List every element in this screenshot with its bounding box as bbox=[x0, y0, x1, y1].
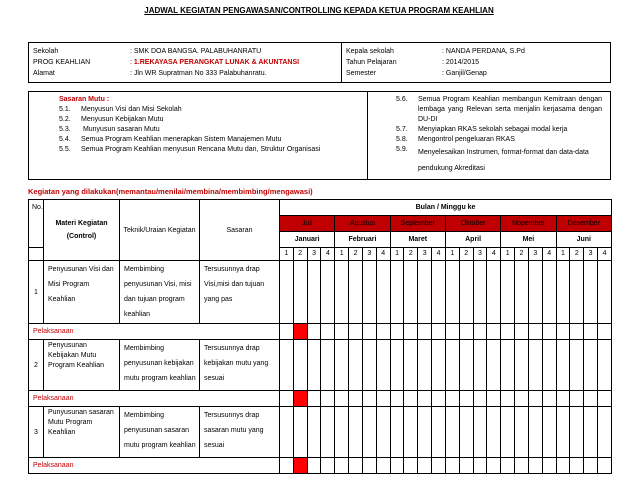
week-number: 4 bbox=[321, 248, 335, 261]
week-number: 1 bbox=[390, 248, 404, 261]
schedule-cell bbox=[418, 391, 432, 407]
schedule-cell bbox=[459, 261, 473, 324]
schedule-cell bbox=[280, 458, 294, 474]
schedule-cell bbox=[418, 261, 432, 324]
schedule-cell bbox=[528, 407, 542, 458]
schedule-cell bbox=[321, 340, 335, 391]
schedule-cell bbox=[459, 458, 473, 474]
sasaran-right bbox=[368, 92, 611, 180]
schedule-cell bbox=[307, 458, 321, 474]
schedule-cell bbox=[376, 391, 390, 407]
schedule-cell bbox=[390, 261, 404, 324]
school-info-left bbox=[29, 43, 342, 83]
schedule-cell bbox=[473, 324, 487, 340]
schedule-cell bbox=[390, 340, 404, 391]
schedule-cell bbox=[280, 391, 294, 407]
prog-value: 1.REKAYASA PERANGKAT LUNAK & AKUNTANSI bbox=[133, 59, 300, 66]
schedule-cell bbox=[570, 407, 584, 458]
schedule-cell bbox=[418, 324, 432, 340]
schedule-cell bbox=[349, 324, 363, 340]
week-number: 4 bbox=[376, 248, 390, 261]
prog-label: PROG KEAHLIAN bbox=[33, 59, 91, 66]
schedule-cell bbox=[404, 407, 418, 458]
schedule-cell bbox=[307, 340, 321, 391]
pelaksanaan-label: Pelaksanaan bbox=[29, 391, 280, 407]
sasaran-item: 5.3. Munyusun sasaran Mutu bbox=[59, 126, 160, 133]
schedule-cell bbox=[335, 391, 349, 407]
school-info-table bbox=[28, 42, 611, 83]
schedule-cell bbox=[487, 407, 501, 458]
schedule-cell bbox=[459, 340, 473, 391]
cell-teknik: Membimbing penyusunan kebijakan mutu program keahlian bbox=[120, 340, 200, 391]
schedule-cell bbox=[362, 340, 376, 391]
schedule-cell bbox=[362, 324, 376, 340]
schedule-cell bbox=[542, 261, 556, 324]
schedule-cell bbox=[432, 324, 446, 340]
tahun-label: Tahun Pelajaran bbox=[346, 59, 397, 66]
schedule-cell bbox=[335, 340, 349, 391]
month-header-top: Desember bbox=[556, 216, 611, 232]
alamat-label: Alamat bbox=[33, 70, 55, 77]
week-number: 1 bbox=[335, 248, 349, 261]
schedule-cell bbox=[432, 407, 446, 458]
schedule-cell bbox=[501, 407, 515, 458]
col-sasaran-header: Sasaran bbox=[200, 200, 280, 261]
schedule-cell bbox=[542, 407, 556, 458]
schedule-cell bbox=[293, 261, 307, 324]
cell-teknik: Membimbing penyusunan Visi, misi dan tujuan program keahlian bbox=[120, 261, 200, 324]
alamat-value: : Jln WR Supratman No 333 Palabuhanratu. bbox=[130, 70, 267, 77]
col-materi-header: Materi Kegiatan (Control) bbox=[44, 200, 120, 261]
week-number: 4 bbox=[542, 248, 556, 261]
col-bulan-header: Bulan / Minggu ke bbox=[280, 200, 612, 216]
schedule-cell bbox=[445, 261, 459, 324]
schedule-cell bbox=[335, 458, 349, 474]
schedule-cell bbox=[321, 407, 335, 458]
schedule-cell bbox=[515, 407, 529, 458]
schedule-cell bbox=[528, 458, 542, 474]
schedule-cell bbox=[515, 458, 529, 474]
sasaran-item: 5.4. Semua Program Keahlian menerapkan Sistem Manajemen Mutu bbox=[59, 136, 282, 143]
month-header-top: Juli bbox=[280, 216, 335, 232]
semester-value: : Ganjil/Genap bbox=[442, 70, 487, 77]
schedule-cell bbox=[598, 324, 612, 340]
schedule-cell bbox=[404, 340, 418, 391]
pelaksanaan-row bbox=[29, 391, 612, 407]
sasaran-item: 5.1. Menyusun Visi dan Misi Sekolah bbox=[59, 106, 182, 113]
activity-title: Kegiatan yang dilakukan(memantau/menilai/membina/membimbing/mengawasi) bbox=[28, 187, 313, 196]
schedule-cell bbox=[584, 407, 598, 458]
schedule-cell bbox=[349, 458, 363, 474]
month-header-top: Nopember bbox=[501, 216, 556, 232]
sekolah-label: Sekolah bbox=[33, 48, 59, 55]
schedule-table bbox=[28, 199, 612, 474]
month-header-top: Oktober bbox=[445, 216, 500, 232]
cell-materi: Penyusunan Visi dan Misi Program Keahlian bbox=[44, 261, 120, 324]
col-teknik-header: Teknik/Uraian Kegiatan bbox=[120, 200, 200, 261]
cell-materi: Penyusunan Kebijakan Mutu Program Keahlian bbox=[44, 340, 120, 391]
schedule-cell bbox=[570, 340, 584, 391]
schedule-cell bbox=[432, 458, 446, 474]
schedule-cell bbox=[501, 324, 515, 340]
table-row bbox=[29, 340, 612, 391]
schedule-cell bbox=[362, 261, 376, 324]
schedule-cell bbox=[293, 340, 307, 391]
schedule-cell bbox=[376, 458, 390, 474]
schedule-cell bbox=[445, 407, 459, 458]
schedule-cell bbox=[432, 340, 446, 391]
schedule-cell bbox=[515, 261, 529, 324]
schedule-cell bbox=[584, 261, 598, 324]
table-row bbox=[29, 407, 612, 458]
semester-label: Semester bbox=[346, 70, 376, 77]
week-number: 2 bbox=[515, 248, 529, 261]
schedule-cell bbox=[362, 391, 376, 407]
schedule-cell bbox=[280, 407, 294, 458]
schedule-cell bbox=[349, 407, 363, 458]
schedule-cell bbox=[432, 391, 446, 407]
schedule-cell bbox=[404, 324, 418, 340]
schedule-cell bbox=[473, 261, 487, 324]
week-number: 2 bbox=[459, 248, 473, 261]
schedule-cell bbox=[598, 407, 612, 458]
schedule-cell bbox=[307, 391, 321, 407]
month-header-bottom: Mei bbox=[501, 232, 556, 248]
schedule-cell bbox=[280, 261, 294, 324]
schedule-cell bbox=[556, 261, 570, 324]
week-number: 1 bbox=[556, 248, 570, 261]
sasaran-item: 5.8. Mengontrol pengeluaran RKAS bbox=[396, 136, 515, 143]
schedule-cell bbox=[321, 391, 335, 407]
schedule-cell bbox=[556, 340, 570, 391]
schedule-cell bbox=[445, 458, 459, 474]
week-number: 4 bbox=[487, 248, 501, 261]
schedule-cell bbox=[445, 324, 459, 340]
schedule-cell bbox=[376, 340, 390, 391]
week-number: 2 bbox=[349, 248, 363, 261]
schedule-mark bbox=[293, 391, 307, 407]
cell-sasaran: Tersusunnya drap Visi,misi dan tujuan yang pas bbox=[200, 261, 280, 324]
schedule-cell bbox=[487, 391, 501, 407]
schedule-cell bbox=[528, 340, 542, 391]
schedule-cell bbox=[556, 458, 570, 474]
schedule-cell bbox=[390, 324, 404, 340]
schedule-cell bbox=[528, 391, 542, 407]
schedule-cell bbox=[335, 407, 349, 458]
schedule-cell bbox=[542, 458, 556, 474]
tahun-value: : 2014/2015 bbox=[442, 59, 479, 66]
schedule-cell bbox=[570, 458, 584, 474]
schedule-cell bbox=[515, 324, 529, 340]
schedule-cell bbox=[515, 391, 529, 407]
week-number: 1 bbox=[280, 248, 294, 261]
schedule-cell bbox=[598, 391, 612, 407]
schedule-cell bbox=[584, 391, 598, 407]
sasaran-item: 5.6. Semua Program Keahlian membangun Kemitraan dengan lembaga yang Relevan serta menjalin kerjasama dengan DU-DI bbox=[396, 96, 602, 123]
schedule-cell bbox=[598, 340, 612, 391]
schedule-cell bbox=[404, 458, 418, 474]
school-info-right bbox=[342, 43, 611, 83]
schedule-cell bbox=[307, 261, 321, 324]
sasaran-heading: Sasaran Mutu : bbox=[59, 96, 110, 103]
schedule-cell bbox=[598, 458, 612, 474]
schedule-cell bbox=[432, 261, 446, 324]
kepsek-value: : NANDA PERDANA, S.Pd bbox=[442, 48, 525, 55]
week-number: 2 bbox=[404, 248, 418, 261]
table-row bbox=[29, 261, 612, 324]
schedule-cell bbox=[349, 261, 363, 324]
month-header-bottom: April bbox=[445, 232, 500, 248]
schedule-cell bbox=[390, 391, 404, 407]
schedule-cell bbox=[307, 324, 321, 340]
schedule-cell bbox=[459, 407, 473, 458]
cell-no: 2 bbox=[29, 340, 44, 391]
schedule-cell bbox=[542, 391, 556, 407]
schedule-cell bbox=[556, 391, 570, 407]
schedule-cell bbox=[473, 391, 487, 407]
week-number: 4 bbox=[432, 248, 446, 261]
schedule-cell bbox=[528, 324, 542, 340]
schedule-cell bbox=[570, 324, 584, 340]
pelaksanaan-label: Pelaksanaan bbox=[29, 324, 280, 340]
month-header-top: Agustus bbox=[335, 216, 390, 232]
schedule-cell bbox=[501, 261, 515, 324]
schedule-cell bbox=[349, 340, 363, 391]
schedule-cell bbox=[473, 458, 487, 474]
schedule-cell bbox=[445, 391, 459, 407]
schedule-cell bbox=[404, 261, 418, 324]
month-header-bottom: Juni bbox=[556, 232, 611, 248]
schedule-cell bbox=[487, 261, 501, 324]
schedule-cell bbox=[293, 407, 307, 458]
schedule-cell bbox=[501, 340, 515, 391]
sasaran-mutu-table bbox=[28, 91, 611, 180]
schedule-cell bbox=[542, 340, 556, 391]
schedule-cell bbox=[280, 324, 294, 340]
sasaran-item: 5.9. Menyelesaikan Instrumen, format-format dan data-data pendukung Akreditasi bbox=[396, 146, 589, 172]
month-header-bottom: Maret bbox=[390, 232, 445, 248]
page-title: JADWAL KEGIATAN PENGAWASAN/CONTROLLING KEPADA KETUA PROGRAM KEAHLIAN bbox=[144, 6, 494, 15]
week-number: 3 bbox=[473, 248, 487, 261]
cell-sasaran: Tersusunnys drap sasaran mutu yang sesuai bbox=[200, 407, 280, 458]
schedule-cell bbox=[362, 458, 376, 474]
schedule-cell bbox=[570, 261, 584, 324]
schedule-cell bbox=[528, 261, 542, 324]
pelaksanaan-row bbox=[29, 458, 612, 474]
week-number: 1 bbox=[445, 248, 459, 261]
schedule-cell bbox=[376, 407, 390, 458]
cell-teknik: Membimbing penyusunan sasaran mutu program keahlian bbox=[120, 407, 200, 458]
schedule-cell bbox=[321, 458, 335, 474]
schedule-mark bbox=[293, 458, 307, 474]
schedule-cell bbox=[459, 391, 473, 407]
schedule-cell bbox=[418, 407, 432, 458]
schedule-cell bbox=[473, 407, 487, 458]
schedule-cell bbox=[501, 458, 515, 474]
schedule-mark bbox=[293, 324, 307, 340]
schedule-cell bbox=[487, 324, 501, 340]
schedule-cell bbox=[542, 324, 556, 340]
week-number: 3 bbox=[362, 248, 376, 261]
sasaran-item: 5.5. Semua Program Keahlian menyusun Rencana Mutu dan, Struktur Organisasi bbox=[59, 146, 321, 153]
prog-colon: : bbox=[130, 59, 132, 66]
schedule-cell bbox=[390, 458, 404, 474]
schedule-cell bbox=[362, 407, 376, 458]
month-header-bottom: Februari bbox=[335, 232, 390, 248]
schedule-cell bbox=[307, 407, 321, 458]
schedule-cell bbox=[404, 391, 418, 407]
cell-materi: Punyusunan sasaran Mutu Program Keahlian bbox=[44, 407, 120, 458]
week-number: 1 bbox=[501, 248, 515, 261]
schedule-cell bbox=[321, 261, 335, 324]
schedule-cell bbox=[459, 324, 473, 340]
schedule-cell bbox=[556, 407, 570, 458]
schedule-cell bbox=[487, 340, 501, 391]
week-number: 2 bbox=[293, 248, 307, 261]
schedule-cell bbox=[598, 261, 612, 324]
schedule-cell bbox=[390, 407, 404, 458]
cell-no: 3 bbox=[29, 407, 44, 458]
sasaran-item: 5.2. Menyusun Kebijakan Mutu bbox=[59, 116, 164, 123]
schedule-cell bbox=[349, 391, 363, 407]
pelaksanaan-row bbox=[29, 324, 612, 340]
schedule-cell bbox=[501, 391, 515, 407]
col-no-header: No. bbox=[29, 200, 44, 248]
schedule-cell bbox=[418, 340, 432, 391]
kepsek-label: Kepala sekolah bbox=[346, 48, 394, 55]
pelaksanaan-label: Pelaksanaan bbox=[29, 458, 280, 474]
week-number: 3 bbox=[528, 248, 542, 261]
week-number: 3 bbox=[418, 248, 432, 261]
sasaran-item: 5.7. Menyiapkan RKAS sekolah sebagai modal kerja bbox=[396, 126, 568, 133]
schedule-cell bbox=[515, 340, 529, 391]
week-row-blank bbox=[29, 248, 44, 261]
schedule-cell bbox=[376, 261, 390, 324]
week-number: 2 bbox=[570, 248, 584, 261]
schedule-cell bbox=[335, 324, 349, 340]
schedule-cell bbox=[418, 458, 432, 474]
week-number: 3 bbox=[307, 248, 321, 261]
schedule-cell bbox=[280, 340, 294, 391]
week-number: 4 bbox=[598, 248, 612, 261]
month-header-top: September bbox=[390, 216, 445, 232]
schedule-cell bbox=[487, 458, 501, 474]
schedule-cell bbox=[570, 391, 584, 407]
cell-no: 1 bbox=[29, 261, 44, 324]
schedule-cell bbox=[335, 261, 349, 324]
schedule-cell bbox=[584, 458, 598, 474]
month-header-bottom: Januari bbox=[280, 232, 335, 248]
schedule-cell bbox=[556, 324, 570, 340]
sasaran-left bbox=[29, 92, 368, 180]
schedule-cell bbox=[473, 340, 487, 391]
schedule-cell bbox=[321, 324, 335, 340]
week-number: 3 bbox=[584, 248, 598, 261]
cell-sasaran: Tersusunnya drap kebijakan mutu yang sesuai bbox=[200, 340, 280, 391]
schedule-cell bbox=[445, 340, 459, 391]
sekolah-value: : SMK DOA BANGSA. PALABUHANRATU bbox=[130, 48, 262, 55]
schedule-cell bbox=[584, 340, 598, 391]
schedule-cell bbox=[584, 324, 598, 340]
schedule-cell bbox=[376, 324, 390, 340]
